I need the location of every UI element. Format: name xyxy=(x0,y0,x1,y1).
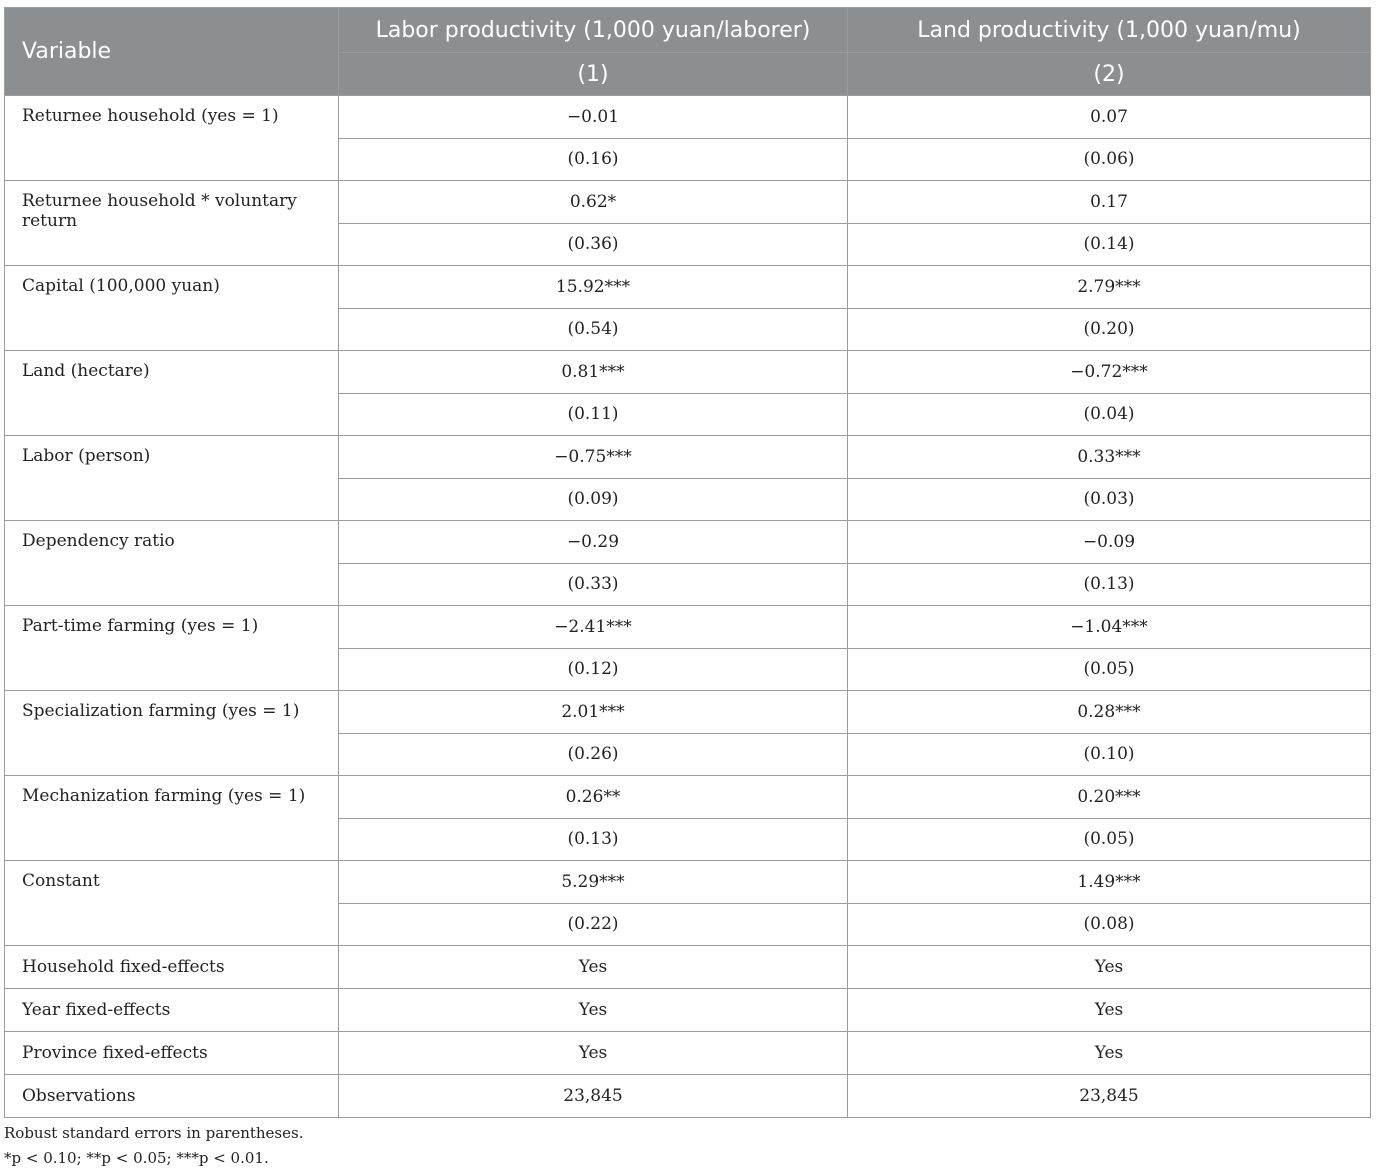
info-label: Observations xyxy=(5,1075,339,1118)
info-row xyxy=(5,1075,1371,1118)
variable-label: Capital (100,000 yuan) xyxy=(5,266,339,351)
variable-label: Constant xyxy=(5,861,339,946)
coefficient-land: 0.20*** xyxy=(848,776,1371,819)
std-error-labor: (0.09) xyxy=(339,478,848,521)
std-error-land: (0.13) xyxy=(848,563,1371,606)
variable-header: Variable xyxy=(5,8,339,96)
std-error-land: (0.20) xyxy=(848,308,1371,351)
coefficient-labor: −2.41*** xyxy=(339,606,848,649)
info-value-labor: Yes xyxy=(339,1032,848,1075)
info-value-labor: Yes xyxy=(339,989,848,1032)
std-error-land: (0.05) xyxy=(848,648,1371,691)
variable-label: Land (hectare) xyxy=(5,351,339,436)
std-error-labor: (0.54) xyxy=(339,308,848,351)
info-value-land: Yes xyxy=(848,989,1371,1032)
info-row xyxy=(5,989,1371,1032)
coefficient-labor: −0.75*** xyxy=(339,436,848,479)
regression-table xyxy=(4,7,1371,1118)
std-error-labor: (0.11) xyxy=(339,393,848,436)
info-value-land: 23,845 xyxy=(848,1075,1371,1118)
coefficient-row xyxy=(5,351,1371,394)
std-error-land: (0.05) xyxy=(848,818,1371,861)
coefficient-land: −0.72*** xyxy=(848,351,1371,394)
coefficient-row xyxy=(5,776,1371,819)
info-value-land: Yes xyxy=(848,1032,1371,1075)
variable-label: Specialization farming (yes = 1) xyxy=(5,691,339,776)
coefficient-labor: 5.29*** xyxy=(339,861,848,904)
coefficient-land: 0.17 xyxy=(848,181,1371,224)
coefficient-labor: 2.01*** xyxy=(339,691,848,734)
table-body xyxy=(5,96,1371,1118)
info-label: Year fixed-effects xyxy=(5,989,339,1032)
variable-label: Mechanization farming (yes = 1) xyxy=(5,776,339,861)
variable-label: Dependency ratio xyxy=(5,521,339,606)
coefficient-row xyxy=(5,606,1371,649)
info-row xyxy=(5,1032,1371,1075)
table-note-significance: *p < 0.10; **p < 0.05; ***p < 0.01. xyxy=(4,1149,269,1167)
coefficient-labor: 0.62* xyxy=(339,181,848,224)
std-error-land: (0.10) xyxy=(848,733,1371,776)
coefficient-land: 1.49*** xyxy=(848,861,1371,904)
coefficient-labor: 15.92*** xyxy=(339,266,848,309)
coefficient-land: 0.33*** xyxy=(848,436,1371,479)
coefficient-row xyxy=(5,521,1371,564)
std-error-labor: (0.22) xyxy=(339,903,848,946)
coefficient-labor: −0.29 xyxy=(339,521,848,564)
std-error-land: (0.14) xyxy=(848,223,1371,266)
std-error-labor: (0.36) xyxy=(339,223,848,266)
coefficient-land: 0.07 xyxy=(848,96,1371,139)
coefficient-row xyxy=(5,96,1371,139)
coefficient-land: 2.79*** xyxy=(848,266,1371,309)
info-value-land: Yes xyxy=(848,946,1371,989)
coefficient-row xyxy=(5,691,1371,734)
info-value-labor: 23,845 xyxy=(339,1075,848,1118)
std-error-land: (0.04) xyxy=(848,393,1371,436)
info-label: Household fixed-effects xyxy=(5,946,339,989)
std-error-labor: (0.33) xyxy=(339,563,848,606)
coefficient-row xyxy=(5,181,1371,224)
variable-label: Labor (person) xyxy=(5,436,339,521)
coefficient-labor: 0.26** xyxy=(339,776,848,819)
std-error-land: (0.08) xyxy=(848,903,1371,946)
coefficient-row xyxy=(5,266,1371,309)
std-error-land: (0.03) xyxy=(848,478,1371,521)
std-error-labor: (0.16) xyxy=(339,138,848,181)
info-value-labor: Yes xyxy=(339,946,848,989)
variable-label: Returnee household (yes = 1) xyxy=(5,96,339,181)
coefficient-land: −1.04*** xyxy=(848,606,1371,649)
info-label: Province fixed-effects xyxy=(5,1032,339,1075)
coefficient-row xyxy=(5,436,1371,479)
coefficient-land: −0.09 xyxy=(848,521,1371,564)
column-number-1: (1) xyxy=(339,53,848,96)
column-number-2: (2) xyxy=(848,53,1371,96)
std-error-labor: (0.12) xyxy=(339,648,848,691)
std-error-labor: (0.26) xyxy=(339,733,848,776)
variable-label: Part-time farming (yes = 1) xyxy=(5,606,339,691)
coefficient-labor: −0.01 xyxy=(339,96,848,139)
table-note-se: Robust standard errors in parentheses. xyxy=(4,1124,304,1142)
coefficient-land: 0.28*** xyxy=(848,691,1371,734)
std-error-labor: (0.13) xyxy=(339,818,848,861)
labor-productivity-header: Labor productivity (1,000 yuan/laborer) xyxy=(339,8,848,53)
std-error-land: (0.06) xyxy=(848,138,1371,181)
land-productivity-header: Land productivity (1,000 yuan/mu) xyxy=(848,8,1371,53)
info-row xyxy=(5,946,1371,989)
coefficient-labor: 0.81*** xyxy=(339,351,848,394)
variable-label: Returnee household * voluntary return xyxy=(5,181,339,266)
table-header xyxy=(5,8,1371,96)
coefficient-row xyxy=(5,861,1371,904)
